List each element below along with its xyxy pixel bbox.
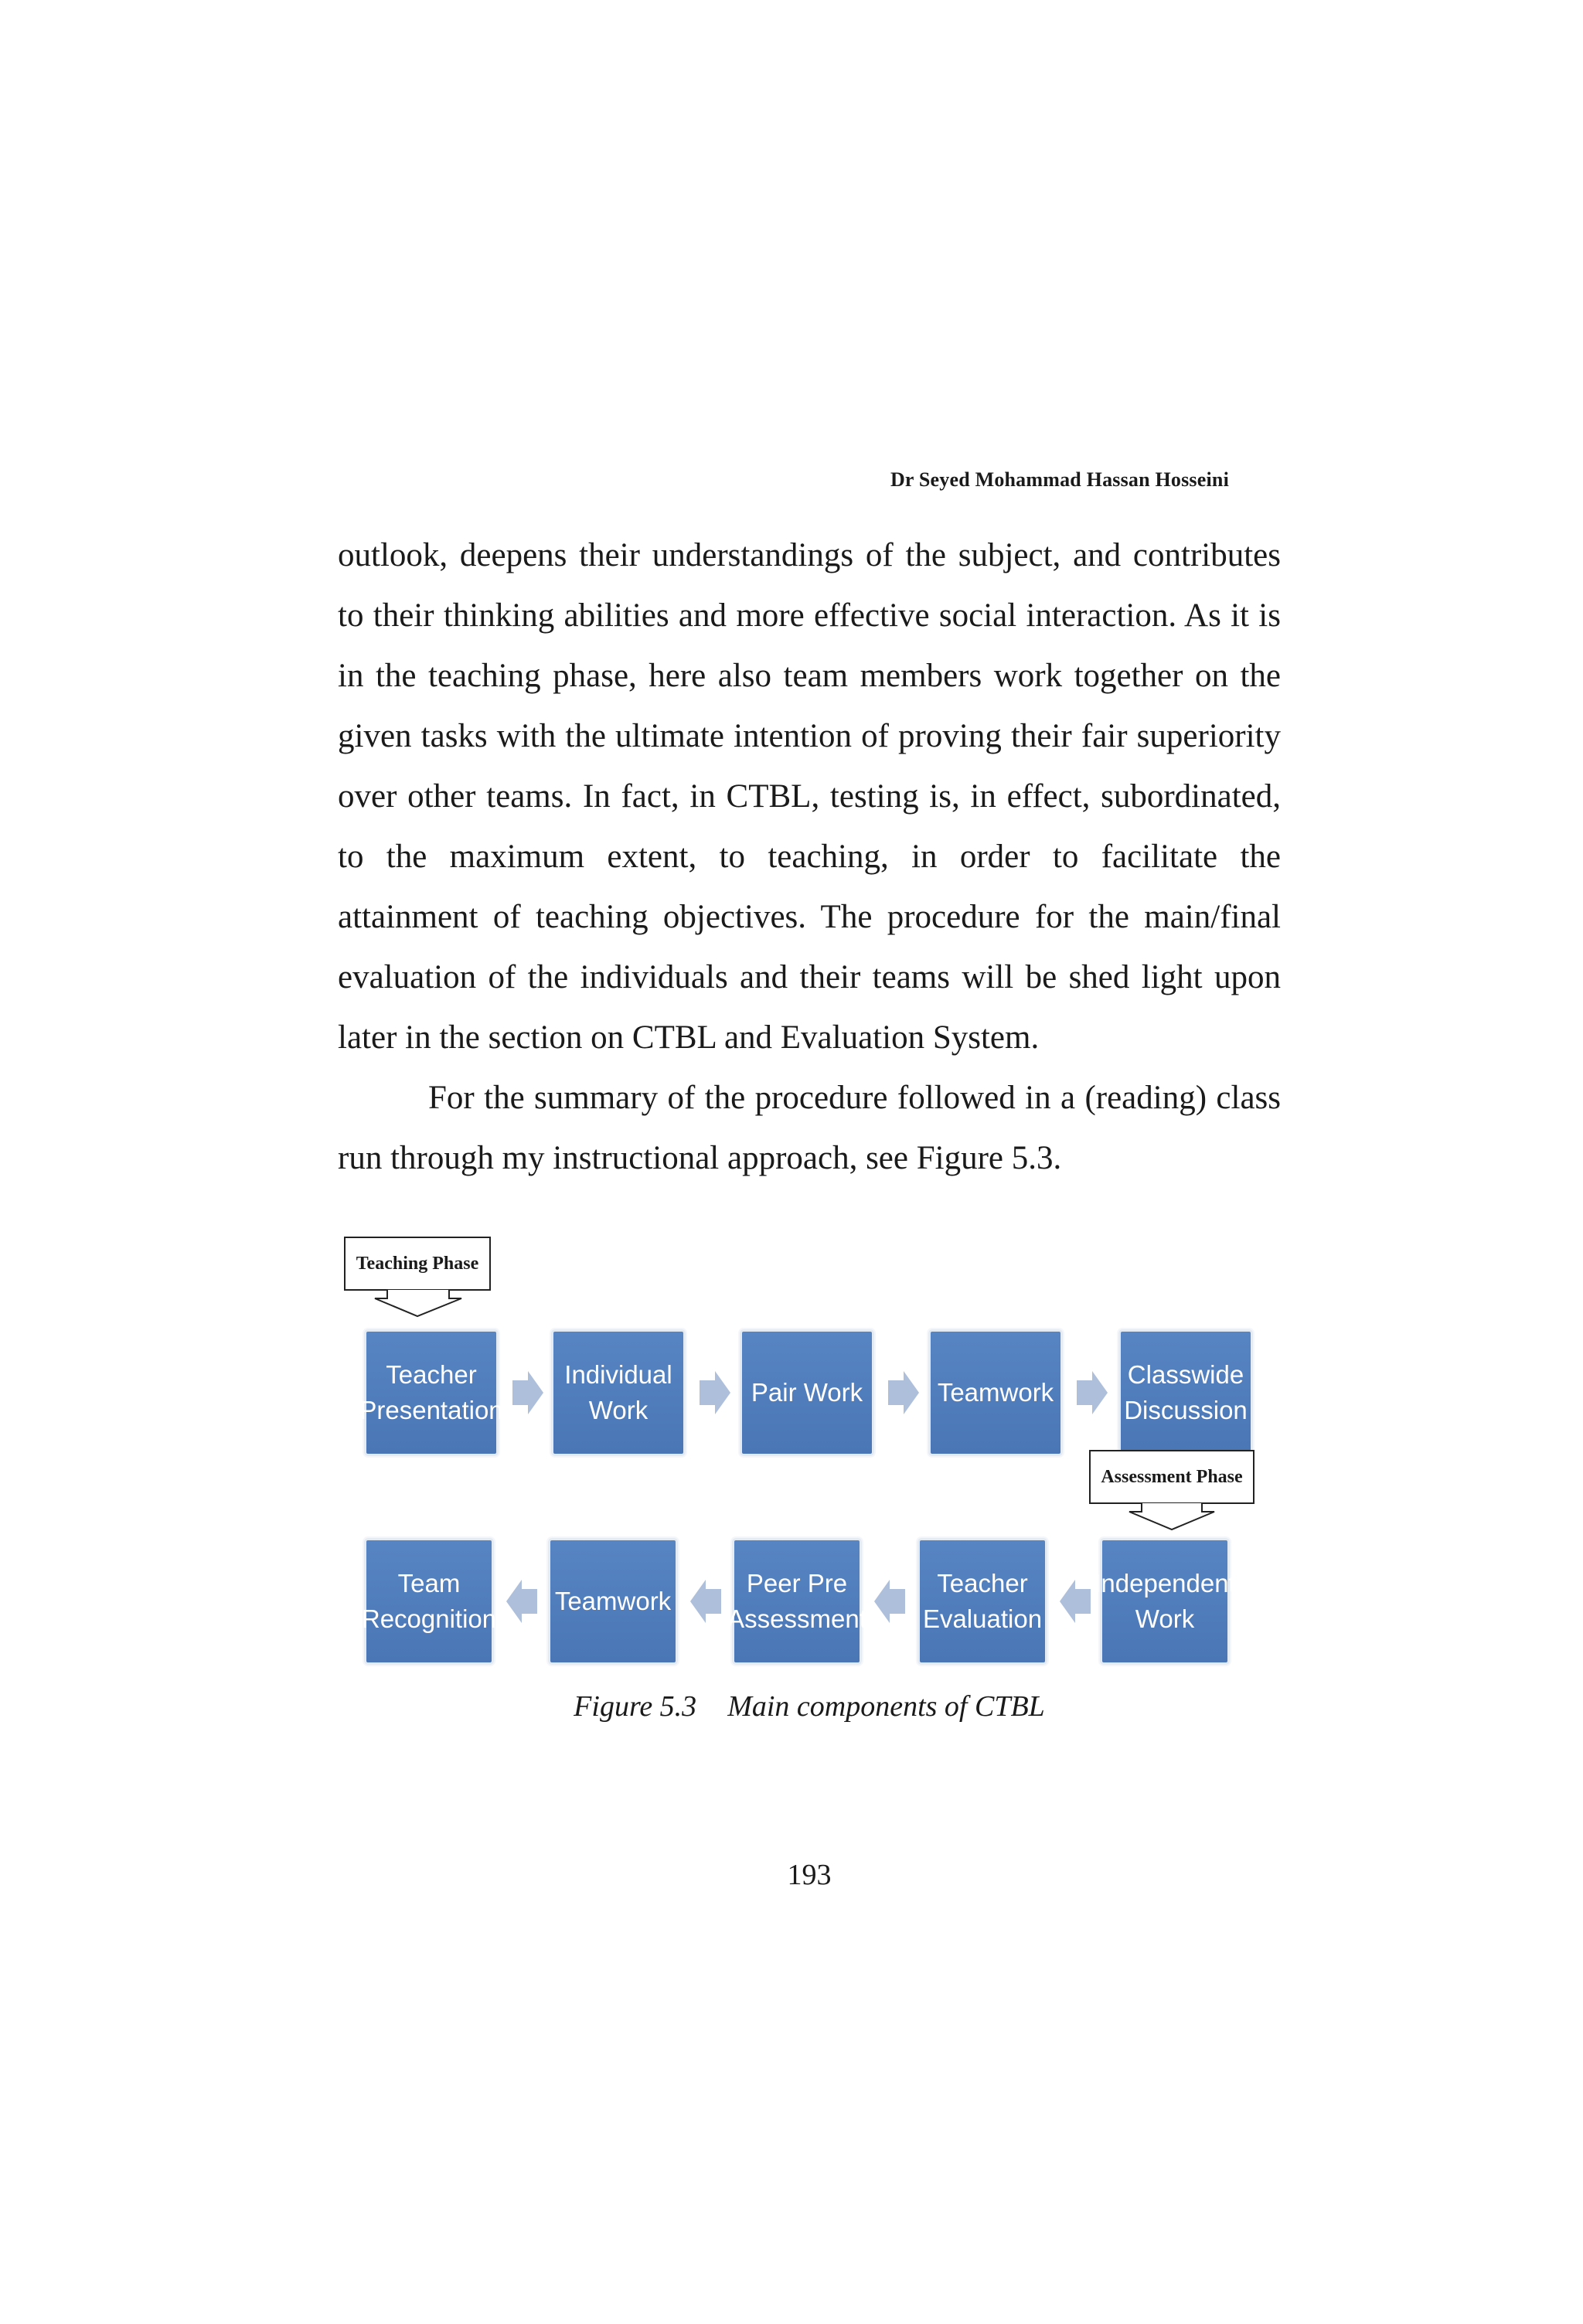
assessment-phase-callout: [1089, 1450, 1254, 1533]
figure-caption: [338, 1689, 1281, 1723]
arrow-right-icon: [888, 1371, 919, 1414]
step-independent-work: Independent Work: [1100, 1538, 1230, 1665]
paragraph: outlook, deepens their understandings of the subject, and contributes to their thinking abilities and more effective social interaction. As it is in the teaching phase, here also team members work together on the given tasks with the ultimate intention of proving their fair superiority over other teams. In fact, in CTBL, testing is, in effect, subordinated, to the maximum extent, to teaching, in order to facilitate the attainment of teaching objectives. The procedure for the main/final evaluation of the individuals and their teams will be shed light upon later in the section on CTBL and Evaluation System.: [338, 537, 1281, 1056]
arrow-right-icon: [512, 1371, 543, 1414]
figure-ctbl-components: [338, 1237, 1281, 1716]
step-teamwork-2: Teamwork: [548, 1538, 678, 1665]
paragraph: For the summary of the procedure followed in a (reading) class run through my instructional approach, see Figure 5.3.: [338, 1080, 1281, 1176]
body-text: [338, 526, 1281, 1189]
figure-number: Figure 5.3: [574, 1690, 697, 1723]
down-arrow-icon: [1089, 1502, 1254, 1533]
running-header-author: Dr Seyed Mohammad Hassan Hosseini: [890, 468, 1229, 491]
arrow-left-icon: [874, 1580, 905, 1623]
step-teacher-presentation: Teacher Presentation: [364, 1329, 499, 1456]
arrow-right-icon: [1077, 1371, 1108, 1414]
step-classwide-discussion: Classwide Discussion: [1118, 1329, 1253, 1456]
figure-title: Main components of CTBL: [727, 1690, 1045, 1723]
step-peer-pre-assessment: Peer Pre Assessment: [732, 1538, 862, 1665]
arrow-left-icon: [1060, 1580, 1091, 1623]
arrow-left-icon: [690, 1580, 721, 1623]
step-teacher-evaluation: Teacher Evaluation: [917, 1538, 1047, 1665]
arrow-right-icon: [700, 1371, 730, 1414]
step-pair-work: Pair Work: [740, 1329, 874, 1456]
step-teamwork: Teamwork: [928, 1329, 1063, 1456]
teaching-phase-label: Teaching Phase: [344, 1237, 491, 1291]
step-team-recognition: Team Recognition: [364, 1538, 494, 1665]
down-arrow-icon: [344, 1289, 491, 1320]
step-individual-work: Individual Work: [551, 1329, 686, 1456]
assessment-phase-label: Assessment Phase: [1089, 1450, 1254, 1504]
teaching-phase-callout: [344, 1237, 491, 1317]
page-number: 193: [787, 1859, 832, 1891]
arrow-left-icon: [506, 1580, 537, 1623]
